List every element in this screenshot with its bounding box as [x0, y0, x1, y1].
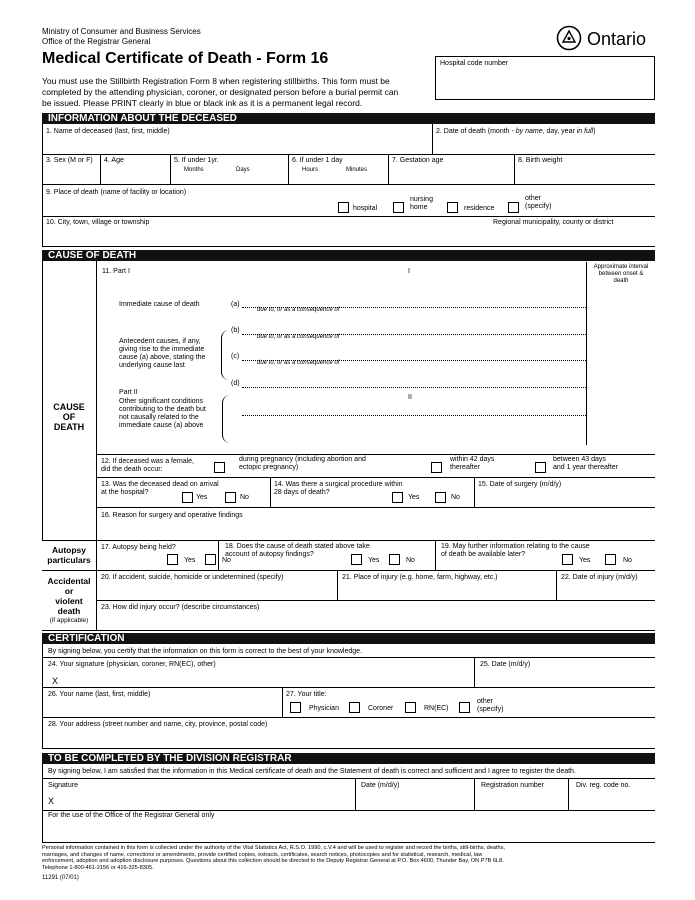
further-info-label: 19. May further information relating to the cause of death be available later? — [441, 543, 590, 558]
section-cause-header: CAUSE OF DEATH — [42, 250, 655, 261]
date-of-injury-label: 22. Date of injury (m/d/y) — [561, 574, 638, 581]
doa-yes-checkbox[interactable] — [182, 492, 193, 503]
further-info-no-checkbox[interactable] — [605, 554, 616, 565]
other-conditions-label: Other significant conditions contributing to the death but not causally related to the immediate cause (a) above — [119, 398, 206, 429]
findings-yes-label: Yes — [368, 557, 380, 564]
cause-line-d[interactable] — [242, 387, 586, 388]
under-1day-label: 6. If under 1 day — [292, 157, 343, 164]
hospital-code-field[interactable]: Hospital code number — [435, 56, 655, 100]
nursing-home-label: nursing home — [410, 196, 433, 211]
part-i-marker: I — [408, 268, 410, 275]
rnec-label: RN(EC) — [424, 705, 449, 712]
date-of-surgery-label: 15. Date of surgery (m/d/y) — [478, 481, 562, 488]
how-injury-occurred-label: 23. How did injury occur? (describe circumstances) — [101, 604, 260, 611]
part-ii-label: Part II — [119, 389, 138, 396]
date-of-death-label: 2. Date of death (month - by name, day, year in full) — [436, 128, 596, 135]
accident-side-label: Accidental or violent death (if applicable) — [47, 576, 91, 624]
rnec-checkbox[interactable] — [405, 702, 416, 713]
part-ii-marker: II — [408, 394, 412, 401]
your-title-label: 27. Your title: — [286, 691, 327, 698]
autopsy-no-label: No — [222, 557, 231, 564]
surgery-yes-label: Yes — [408, 494, 420, 501]
section-certification-header: CERTIFICATION — [42, 633, 655, 644]
further-info-yes-label: Yes — [579, 557, 591, 564]
physician-checkbox[interactable] — [290, 702, 301, 713]
residence-checkbox[interactable] — [447, 202, 458, 213]
surgery-yes-checkbox[interactable] — [392, 492, 403, 503]
antecedent-causes-label: Antecedent causes, if any, giving rise to the immediate cause (a) above, stating the underlying cause last — [119, 338, 206, 369]
physician-label: Physician — [309, 705, 339, 712]
ministry-name: Ministry of Consumer and Business Services — [42, 27, 201, 36]
autopsy-findings-label: 18. Does the cause of death stated above take account of autopsy findings? — [225, 543, 370, 558]
other-conditions-brace — [222, 395, 231, 443]
your-name-label: 26. Your name (last, first, middle) — [48, 691, 151, 698]
coroner-checkbox[interactable] — [349, 702, 360, 713]
registration-number-label: Registration number — [481, 782, 545, 789]
part-i-label: 11. Part I — [102, 268, 130, 275]
part-ii-line[interactable] — [242, 415, 586, 416]
your-address-label: 28. Your address (street number and name, city, province, postal code) — [48, 721, 268, 728]
findings-no-label: No — [406, 557, 415, 564]
months-label: Months — [184, 167, 204, 173]
nursing-home-checkbox[interactable] — [393, 202, 404, 213]
gestation-age-label: 7. Gestation age — [392, 157, 444, 164]
office-name: Office of the Registrar General — [42, 37, 151, 46]
autopsy-held-label: 17. Autopsy being held? — [101, 544, 176, 551]
form-intro: You must use the Stillbirth Registration Form 8 when registering stillbirths. This form must be completed by the attending physician, coroner, or designated person before a burial permit can be issued. Please PRINT clearly in blue or black ink as it is a permanent legal record. — [42, 76, 399, 108]
registrar-signature-label: Signature — [48, 782, 78, 789]
autopsy-no-checkbox[interactable] — [205, 554, 216, 565]
line-c-label: (c) — [231, 353, 240, 360]
residence-option-label: residence — [464, 205, 495, 212]
surgery-no-checkbox[interactable] — [435, 492, 446, 503]
minutes-label: Minutes — [346, 167, 368, 173]
form-title: Medical Certificate of Death - Form 16 — [42, 50, 329, 67]
hospital-option-label: hospital — [353, 205, 378, 212]
approx-interval-label: Approximate interval between onset & death — [593, 264, 649, 284]
surgery-no-label: No — [451, 494, 460, 501]
registrar-intro: By signing below, I am satisfied that the information in this Medical certificate of death and the Statement of death is correct and sufficient and I agree to register the death. — [48, 768, 576, 775]
other-place-checkbox[interactable] — [508, 202, 519, 213]
privacy-notice: Personal information contained in this form is collected under the authority of the Vital Statistics Act, R.S.O. 1990, c.V.4 and will be used to register and record the births, still-births, deaths, marriages, and changes of name, corrections or amendments, provide certified copies, extracts, certificates, search notices, photocopies and for statistical, research, medical, law enforcement, adoption and adoption disclosure purposes. Questions about this collection should be directed to the Deputy Registrar General at P.O. Box 4600, Thunder Bay, ON P7B 6L8. Telephone 1-800-461-2156 or 416-325-8305. — [42, 845, 505, 871]
cause-of-death-side-label: CAUSE OF DEATH — [53, 402, 85, 432]
form-code: 11291 (07/01) — [42, 875, 79, 881]
age-label: 4. Age — [104, 157, 124, 164]
due-to-c: due to, or as a consequence of — [257, 360, 340, 366]
ontario-trillium-logo-icon — [556, 25, 582, 51]
cert-date-label: 25. Date (m/d/y) — [480, 661, 531, 668]
regional-municipality-label: Regional municipality, county or district — [493, 219, 614, 226]
autopsy-side-label: Autopsy particulars — [47, 545, 91, 565]
autopsy-yes-checkbox[interactable] — [167, 554, 178, 565]
reason-for-surgery-label: 16. Reason for surgery and operative findings — [101, 512, 243, 519]
further-info-yes-checkbox[interactable] — [562, 554, 573, 565]
doa-no-checkbox[interactable] — [225, 492, 236, 503]
sex-label: 3. Sex (M or F) — [46, 157, 93, 164]
place-of-death-label: 9. Place of death (name of facility or location) — [46, 189, 187, 196]
city-label: 10. City, town, village or township — [46, 219, 150, 226]
hours-label: Hours — [302, 167, 319, 173]
line-a-label: (a) — [231, 301, 240, 308]
your-signature-label: 24. Your signature (physician, coroner, RN(EC), other) — [48, 661, 216, 668]
name-of-deceased-label: 1. Name of deceased (last, first, middle) — [46, 128, 170, 135]
dead-on-arrival-label: 13. Was the deceased dead on arrival at the hospital? — [101, 481, 219, 496]
within-42-days-label: within 42 days thereafter — [450, 456, 495, 471]
doa-yes-label: Yes — [196, 494, 208, 501]
between-43-days-label: between 43 days and 1 year thereafter — [553, 456, 618, 471]
findings-no-checkbox[interactable] — [389, 554, 400, 565]
div-reg-code-label: Div. reg. code no. — [576, 782, 631, 789]
registrar-date-label: Date (m/d/y) — [361, 782, 400, 789]
hospital-checkbox[interactable] — [338, 202, 349, 213]
female-question-label: 12. If deceased was a female, did the death occur: — [101, 458, 194, 473]
between-43-days-checkbox[interactable] — [535, 462, 546, 473]
accident-type-label: 20. If accident, suicide, homicide or undetermined (specify) — [101, 574, 284, 581]
other-place-label: other (specify) — [525, 195, 552, 210]
days-label: Days — [236, 167, 250, 173]
office-use-label: For the use of the Office of the Registrar General only — [48, 812, 215, 819]
ontario-logo-text: Ontario — [587, 29, 647, 49]
within-42-days-checkbox[interactable] — [431, 462, 442, 473]
findings-yes-checkbox[interactable] — [351, 554, 362, 565]
autopsy-yes-label: Yes — [184, 557, 196, 564]
further-info-no-label: No — [623, 557, 632, 564]
place-of-injury-label: 21. Place of injury (e.g. home, farm, highway, etc.) — [342, 574, 498, 581]
immediate-cause-label: Immediate cause of death — [119, 301, 200, 308]
birth-weight-label: 8. Birth weight — [518, 157, 563, 164]
due-to-b: due to, or as a consequence of — [257, 334, 340, 340]
line-b-label: (b) — [231, 327, 240, 334]
other-title-label: other (specify) — [477, 698, 504, 713]
during-pregnancy-label: during pregnancy (including abortion and ectopic pregnancy) — [239, 456, 366, 471]
section-deceased-header: INFORMATION ABOUT THE DECEASED — [42, 113, 655, 124]
due-to-a: due to, or as a consequence of — [257, 307, 340, 313]
certification-intro: By signing below, you certify that the information on this form is correct to the best of your knowledge. — [48, 648, 362, 655]
registrar-signature-x[interactable]: X — [48, 796, 55, 806]
antecedent-brace — [221, 330, 230, 380]
doa-no-label: No — [240, 494, 249, 501]
during-pregnancy-checkbox[interactable] — [214, 462, 225, 473]
other-title-checkbox[interactable] — [459, 702, 470, 713]
under-1yr-label: 5. If under 1yr. — [174, 157, 219, 164]
signature-x-mark[interactable]: X — [52, 676, 59, 686]
section-registrar-header: TO BE COMPLETED BY THE DIVISION REGISTRAR — [42, 753, 655, 764]
line-d-label: (d) — [231, 380, 240, 387]
coroner-label: Coroner — [368, 705, 394, 712]
surgical-procedure-label: 14. Was there a surgical procedure within 28 days of death? — [274, 481, 403, 496]
